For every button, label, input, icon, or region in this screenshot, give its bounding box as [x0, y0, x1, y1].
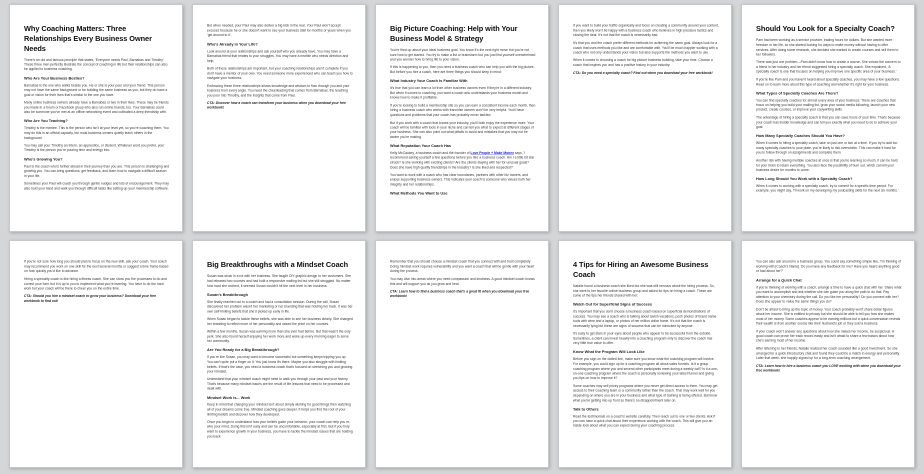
paragraph: Once you begin to understand how your beliefs guide your behavior, your coach can help you re-wire your mind. Doing this isn't easy and can be uncomfortable, especially at first. But if you truly want to experience growth in your business, you have to tackle the mindset issues that are holding you back. [207, 420, 353, 439]
page-4[interactable] [558, 4, 732, 232]
page-content [10, 5, 183, 232]
paragraph: You can find specialty coaches for almost every area of your business. There are coaches that focus on helping you build your mailing list, grow your social media following, launch your new product, create courses, or improve your copywriting skills. [756, 98, 896, 112]
section-heading: How Long Should You Work with a Specialty Coach? [756, 177, 853, 182]
page-content [193, 241, 366, 468]
paragraph: The advantage of hiring a specialty coach is that you can save hours of your time. That's because your coach has insider knowledge and can tell you exactly what you need to do to achieve your goal. [756, 115, 901, 130]
page-6[interactable] [9, 240, 183, 468]
paragraph: If you're like Susan, you may want to become successful but something keeps tripping you up. You can't quite put a finger on it. You just know it's there. Maybe you also struggle with limiting beliefs. If that's the case, you need a business coach that's focused on stretching you and growing your mindset. [207, 355, 353, 374]
page-content [193, 5, 366, 232]
paragraph: Before you sign on the dotted line, make sure you know what the coaching program will involve. For example, you could sign up for a coaching program all about sales funnels. Is it a group coaching program where you and several other participants meet during a weekly call? Is it a one-on-one coaching program where the coach is personally reviewing your latest funnel and giving you tips on how to improve it? [573, 357, 718, 381]
page-content [742, 241, 915, 468]
section-heading: What Reputation Your Coach Has [390, 143, 452, 148]
article-title: 4 Tips for Hiring an Awesome Business Coach [573, 260, 709, 279]
paragraph: You may dive into areas where you need compassion and kindness. A good mindset coach knows this and will support you as you grow and heal. [390, 277, 535, 286]
text-run: says, 'I recommend asking yourself a few questions before you hire a business coach: Am I a little bit star struck? Is she working with exciting clients? Are the clients staying with her for unusual goals? Does she have high quality friendships in the industry? Is she liked and respected?' [390, 151, 535, 170]
section-heading: Who Are Your Business Besties? [24, 76, 85, 81]
paragraph: You're fired up about your ideal business goal. You know it's the next right move but you're not sure how to get started. You try to make a list or brainstorm but you just find yourself overwhelmed and you wonder how to bring life to your vision. [390, 48, 536, 62]
section-heading: How Many Specialty Coaches Should You Have? [756, 134, 845, 139]
page-8[interactable] [375, 240, 549, 468]
paragraph: Paul is the coach who's further ahead in their journey than you are. This person is challenging and growing you. You can bring questions, get feedback, and learn how to navigate a difficult season in your life. [24, 164, 170, 178]
paragraph: You want to work with a coach who has clear boundaries, partners with other biz owners, and enjoys supporting business owners. This indicates your coach is someone who values both her integrity and her relationships. [390, 173, 531, 187]
paragraph: Hiring a specialty coach is like hiring a fitness coach. She can show you the processes to do and correct your form but it is up to you to implement what you're learning. You have to do the hard work but your coach will be there to cheer you on the entire time. [24, 277, 167, 291]
paragraph: When Susan began to tackle these beliefs, she was able to see her business clearly. She changed her branding to reflect more of her personality and raised the price on her courses. [207, 317, 353, 326]
section-heading: Mindset Work Is... Work [207, 395, 251, 400]
page-2[interactable] [192, 4, 366, 232]
paragraph: Susan was stuck in a rut with her business. She taught DIY graphic design to her customers. She had released two courses and had built a responsive mailing list but she still struggled. No matter how hard she worked, it seemed Susan couldn't hit the next level in her business. [207, 274, 351, 288]
section-heading: Are You Ready for a Big Breakthrough? [207, 348, 280, 353]
page-3[interactable] [375, 4, 549, 232]
article-title: Should You Look for a Specialty Coach? [756, 24, 895, 33]
paragraph: Read the testimonials on a coach's website carefully. Then reach out to one or two clients. Ask if you can have a quick chat about their experience working with the coach. This will give you an inside look about what you can expect during your coaching process. [573, 414, 716, 428]
page-9[interactable] [558, 240, 732, 468]
article-title: Why Coaching Matters: Three Relationships Every Business Owner Needs [24, 24, 152, 53]
paragraph: Some coaches may sell pricey programs where you never get direct access to them. You may get access to their coaching team or a community rather than the coach. That may work well for you depending on where you are in your business and what type of training is being offered. But know what you're getting into up front so there's no disappointment later on. [573, 384, 718, 403]
page-content [559, 5, 732, 232]
paragraph: Remember that you should choose a mindset coach that you connect with and trust completely. Doing mindset work requires vulnerability and you want a coach that will be gentle with your heart during the process. [390, 260, 535, 274]
page-5[interactable] [741, 4, 915, 232]
section-heading: Who Are You Teaching? [24, 119, 68, 124]
section-heading: Who's Already in Your Life? [207, 42, 258, 47]
paragraph: Many online business owners already have a Barnabas or two in their lives. These may be friends you made in a forum or Facebook group who also run online brands, too. Your Barnabas could also be someone you've met at an offline networking event and cultivated a deep friendship with. [24, 100, 169, 115]
paragraph: Another risk with having multiple coaches at once is that you're learning so much, it can be hard for your brain to retain everything. You also face the possibility of burn out, which can kill your business desire for months to come. [756, 158, 898, 172]
page-content [742, 5, 915, 232]
paragraph: It's that you and the coach prefer different methods for achieving the same goal. Always look for a coach that uses methods you like and are comfortable with. You'll be much happier working with a coach who not only understands your vision but also supports the methods you want to use. [573, 41, 718, 55]
section-heading: Talk to Others [573, 407, 599, 412]
paragraph: There was just one problem—Pam didn't know how to create a course. She voiced the concern to a friend in her industry and her friend suggested hiring a specialty coach. She explained, 'A specialty coach is one that focuses on helping you improve one specific area of your business.' [756, 60, 901, 74]
paragraph: When it comes to working with a specialty coach, try to commit for a specific time period. For example, you might say, 'I'll work on my developing my podcasting skills for the next six months.' [756, 184, 899, 193]
section-heading: Watch Out for Superficial Signs of Success [573, 302, 653, 307]
page-content [376, 241, 549, 468]
paragraph: Sometimes your Paul will coach you through gentle nudges and lots of encouragement. They may also hold your hand and walk you through difficult tasks like setting up your membership software. [24, 181, 169, 191]
paragraph: But if you work with a coach that knows your industry, you'll both enjoy the experience more. Your coach will be familiar with tools in your niche and can tell you what to expect at different stages of your business. She can also point out what pitfalls to avoid and mistakes that you may not be aware you're making. [390, 120, 535, 139]
cta-paragraph: CTA: Discover how a coach can transform your business when you download your free workbook! [207, 101, 346, 110]
inline-link[interactable]: Love People + Make Money [470, 151, 514, 155]
page-7[interactable] [192, 240, 366, 468]
paragraph: If you want to build your traffic organically and focus on creating a community around your content, then you likely won't be happy with a business coach who believes in high pressure tactics and closing the deal. It's not that the coach is necessarily bad. [573, 24, 719, 38]
paragraph: It's true that you can learn a lot from other business owners even if they're in a different industry. But when it comes to coaching, you want a coach who understands your business model and knows how to make it profitable. [390, 86, 533, 100]
paragraph: Barnabas is the one who walks beside you. He or she is your peer and your friend. This person may not have the same background or be building the same business as you, but they do have a goal or vision for their lives that's similar to the one you have. [24, 83, 168, 97]
cta-paragraph: CTA: Do you need a specialty coach? Find out when you download your free workbook! [573, 71, 713, 75]
paragraph: If you're like Pam and you haven't heard about specialty coaches, you may have a few questions. Read on to learn more about this type of coaching and whether it's right for your business. [756, 77, 900, 87]
paragraph: But when needed, your Paul may also deliver a big kick in the rear. Your Paul won't accept excuses because he or she doesn't want to see your business stall for months or years when you 'get around to it'. [207, 24, 351, 38]
paragraph: There's an old and famous principle that states, 'Everyone needs Paul, Barnabas and Timothy.' These three men perfectly illustrate the concept of coaching in life but their relationships can also be applied to business coaching. [24, 58, 168, 72]
paragraph: Within a few months, Susan was earning more than she ever had before. But that wasn't the only perk. She also found herself enjoying her work more and woke up every morning eager to serve her community. [207, 329, 351, 344]
paragraph: Natalie found a business coach she liked but she was still nervous about the hiring process. So, she went to her favorite online business group and asked for tips on hiring a coach. These are some of the tips her friends shared with her: [573, 284, 715, 298]
paragraph: You can also ask around in a business group. You could say something simple like, 'I'm thinking of working with [Coach's Name]. Do you have any feedback for me? Have you heard anything good or bad about her?' [756, 260, 901, 274]
paragraph: Pam had been working as a service provider, trading hours for dollars. But she wanted more freedom in her life, so she started looking for ways to make money without having to offer services. After doing some research, she decided she wanted to create courses and sell them to her followers. [756, 38, 899, 57]
paragraph: When it comes to hiring a specialty coach, take on just one or two at a time. If you try to add too many specialty coaches to your plate, you're likely to risk overwhelm. This can make it hard for you to follow through on assignments and complete them. [756, 141, 898, 155]
paragraph: If you're looking to build a membership site so you can earn a consistent income each month, then hiring a business coach who works with franchise owners won't be very helpful. You'll have questions and problems that your coach has probably never tackled. [390, 103, 536, 117]
section-heading: Who's Growing You? [24, 157, 63, 162]
section-heading: Know What the Program Will Look Like [573, 350, 645, 355]
paragraph: It's important that you don't choose a business coach based on superficial demonstrations of success. You may see a coach who is talking about lavish vacations, posh photos of brand name tools with wine and a laptop, or photos of her million dollar home. It's not that the coach is necessarily lying but these are signs of success that can be mimicked by anyone. [573, 309, 717, 328]
article-title: Big Breakthroughs with a Mindset Coach [207, 260, 349, 269]
paragraph [390, 151, 536, 170]
text-run: Kelly McCausey, a business coach and the founder of [390, 151, 471, 155]
paragraph: If you're not sure how long you should plan to focus on the new skill, ask your coach. Your coach may recommend you work on one skill for the next several months or suggest a time frame based on how quickly you'd like to advance. [24, 260, 169, 274]
page-content [559, 241, 732, 468]
cta-paragraph: CTA: Learn how to hire a business coach you LOVE working with when you download your free workbook! [756, 364, 901, 373]
page-1[interactable] [9, 4, 183, 232]
paragraph: If your coach won't answer any questions about how she makes her income, be suspicious. A good coach can prove her track record easily and isn't afraid to share a few basics about how she's earning most of her income. [756, 329, 895, 343]
cta-paragraph: CTA: Should you hire a mindset coach to grow your business? Download your free workbook to find out! [24, 294, 156, 304]
section-heading: Susan's Breakthrough [207, 292, 248, 297]
section-heading: What Types of Specialty Coaches Are There? [756, 91, 839, 96]
paragraph: She finally reached out to a coach and had a consultation session. During the call, Susan discovered her problem wasn't her marketing or her branding that was holding her back. It was her own self-limiting beliefs that she'd picked up early in life. [207, 300, 353, 314]
article-title: Big Picture Coaching: Help with Your Business Model & Strategy [390, 24, 518, 43]
paragraph: Look around at your relationships and ask yourself who you already have. You may have a Barnabas friend that relates to your struggles. You may have a newbie who needs direction and help. [207, 49, 349, 63]
cta-paragraph: CTA: Learn how to find a business coach that's a great fit when you download your free workbook! [390, 289, 530, 299]
page-10[interactable] [741, 240, 915, 468]
paragraph: If you're thinking of working with a coach, arrange a time to have a quick chat with her. Share what you want to accomplish and ask whether she can guide you along the path to do that. Pay attention to your chemistry during the call. Do you like her personality? Do you connect with her? Does she appear to value the same things you do? [756, 285, 902, 304]
paragraph: Both of these relationships are important, but your coaching relationships aren't complete if you don't have a mentor of your own. You need someone more experienced who can teach you how to navigate your business. [207, 66, 353, 81]
page-content [376, 5, 549, 232]
paragraph: It's easy to get stars in your eyes about people who appear to be successful from the outside. Sometimes, a client can invest heavily into a coaching program only to discover the coach has very little true value to offer. [573, 331, 713, 346]
page-content [10, 241, 183, 468]
paragraph: After listening to her friends, Natalie realized her coach sounded like a good investment. So she arranged for a quick introductory chat and found they could be a match in energy and personality. Later that week, she happily signed up for a long-term coaching arrangement. [756, 346, 900, 361]
section-heading: Arrange for a Quick Chat [756, 278, 802, 283]
paragraph: Timothy is the mentee. This is the person who isn't at your level yet, so you're coaching them. You may do this in an official capacity, but most business owners quietly teach others in the background. [24, 126, 169, 140]
paragraph: If this is happening to you, then you need a business coach who can help you with the big picture. But before you hire a coach, here are three things you should keep in mind: [390, 65, 535, 75]
section-heading: What Methods You Want to Use [390, 191, 448, 196]
section-heading: What Industry Your Coach Is Familiar With [390, 79, 468, 84]
paragraph: You may call your Timothy an intern, an apprentice, or student. Whatever word you prefer, your Timothy is the person you're pouring time and energy into. [24, 143, 165, 153]
paragraph: Don't be afraid to bring up the topic of money. Your coach probably won't share dollar figures about her income. She is entitled to privacy but she should be able to tell you how she makes most of her money. Some coaches appear to be earning millions but a quick conversation reveals their wealth is from another source like their husband's job or they sold a business. [756, 307, 901, 326]
paragraph: Understand that your mindset coach might need to walk you through your past and your history. That's because many mindset issues are the result of life lessons that need to be processed and dealt with. [207, 377, 350, 391]
paragraph: Keep in mind that changing your mindset isn't about simply wishing for good things then watching all of your dreams come true. Mindset coaching goes deeper. It helps you find the root of your limiting beliefs and discover how they developed. [207, 403, 351, 417]
paragraph: When it comes to choosing a coach for big picture business building, take your time. Choose a coach that inspires you and has a positive history in your industry. [573, 58, 713, 68]
paragraph: Embracing these three relationships allows knowledge and wisdom to flow through you and your business from every angle. You need the cheerleading that comes from Barnabas, the teaching you pour into Timothy, and the insights that come from Paul. [207, 84, 350, 98]
